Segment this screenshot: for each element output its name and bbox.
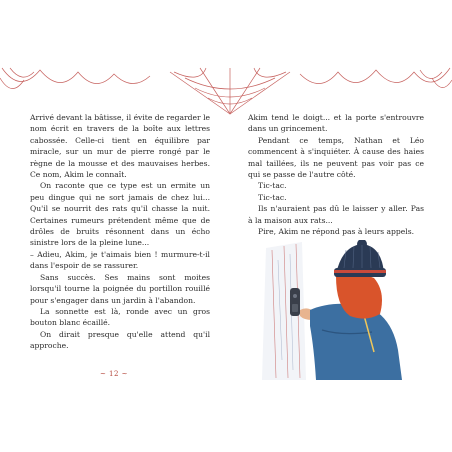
paragraph: Akim tend le doigt... et la porte s'entrouvre dans un grincement.: [248, 113, 424, 134]
paragraph: Pendant ce temps, Nathan et Léo commencent à s'inquiéter. À cause des haies mal taillées, ils ne peuvent pas voir pas ce qui se passe de l'autre côté.: [248, 135, 424, 180]
intercom-icon: [290, 288, 300, 316]
paragraph: Pire, Akim ne répond pas à leurs appels.: [258, 227, 415, 237]
illustration-boy-at-door: [262, 240, 422, 380]
paragraph: Arrivé devant la bâtisse, il évite de regarder le nom écrit en travers de la boîte aux lettres cabossée. Celle-ci tient en équilibre par miracle, sur un mur de pierre rongé par le règne de la mousse et des mauvaises herbes. Ce nom, Akim le connaît.: [30, 113, 210, 180]
left-page-text: [30, 112, 210, 352]
paragraph: Tic-tac.: [258, 192, 287, 202]
paragraph: – Adieu, Akim, je t'aimais bien ! murmure-t-il dans l'espoir de se rassurer.: [30, 249, 210, 271]
page-bottom-margin: [0, 400, 452, 452]
paragraph: On raconte que ce type est un ermite un peu dingue qui ne sort jamais de chez lui... Qu'il se nourrit des rats qu'il chasse la nuit. Certaines rumeurs prétendent même que de drôles de bruits résonnent dans un écho sinistre lors de la pleine lune...: [30, 181, 210, 248]
page-number: ~ 12 ~: [99, 370, 129, 378]
paragraph: Ils n'auraient pas dû le laisser y aller. Pas à la maison aux rats...: [248, 204, 424, 225]
paragraph: On dirait presque qu'elle attend qu'il approche.: [30, 329, 210, 351]
paragraph: La sonnette est là, ronde avec un gros bouton blanc écaillé.: [30, 306, 210, 328]
page-top-margin: [0, 0, 452, 68]
paragraph: Tic-tac.: [258, 181, 287, 191]
right-page-text: [248, 112, 424, 237]
paragraph: Sans succès. Ses mains sont moites lorsqu'il tourne la poignée du portillon rouillé pour s'engager dans un jardin à l'abandon.: [30, 272, 210, 305]
